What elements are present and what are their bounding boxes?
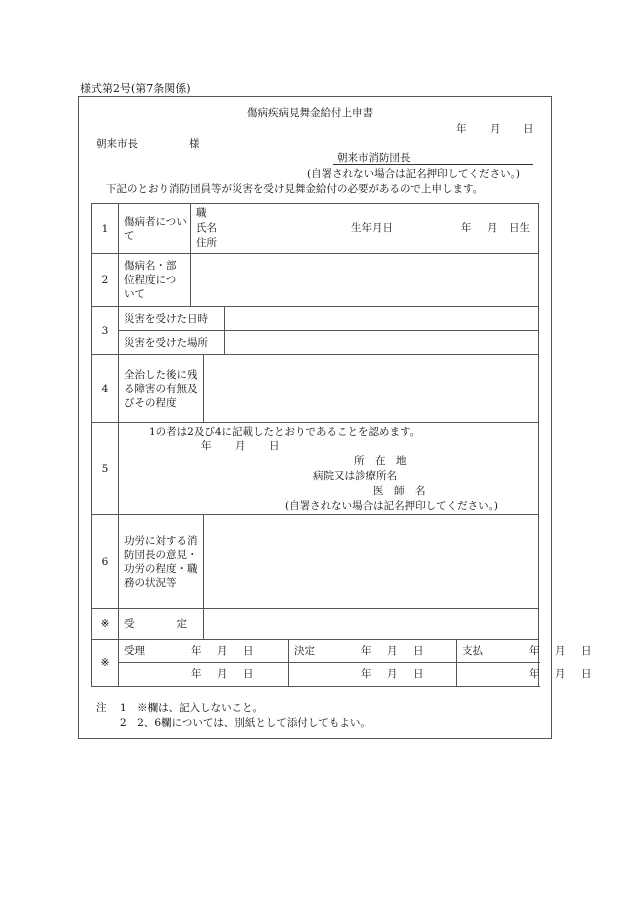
cert-hospital: 病院又は診療所名 (313, 470, 397, 482)
cert-month: 月 (235, 440, 246, 452)
row-office-processing-2 (92, 663, 539, 687)
decide-cell-bottom[interactable] (289, 663, 457, 687)
row-4-content[interactable] (204, 355, 539, 423)
row-3-label-place: 災害を受けた場所 (119, 331, 225, 355)
decide-label: 決定 (294, 645, 315, 657)
row-doctor-cert (92, 423, 539, 515)
decide-day: 日 (413, 645, 424, 657)
decide-year-2: 年 (361, 668, 372, 680)
cert-note: (自署されない場合は記名押印してください。) (285, 500, 498, 512)
row-merit-opinion (92, 515, 539, 609)
row-3-content-place[interactable] (225, 331, 539, 355)
pay-year-2: 年 (529, 668, 540, 680)
pay-cell-top[interactable] (457, 640, 592, 663)
date-year: 年 (456, 123, 467, 135)
note-2: 2 2、6欄については、別紙として添付してもよい。 (120, 717, 371, 729)
row-6-label: 功労に対する消防団長の意見・功労の程度・職務の状況等 (119, 515, 204, 609)
cert-doctor: 医 師 名 (373, 485, 426, 497)
row-3-number: 3 (92, 307, 119, 355)
date-month: 月 (490, 123, 501, 135)
decide-cell-top[interactable] (289, 640, 457, 663)
decide-day-2: 日 (413, 668, 424, 680)
row-1-content[interactable] (191, 204, 539, 254)
row-3-content-datetime[interactable] (225, 307, 539, 331)
row-6-content[interactable] (204, 515, 539, 609)
note-1: 1 ※欄は、記入しないこと。 (120, 702, 264, 714)
receive-cell-bottom[interactable] (119, 663, 289, 687)
row-6-number: 6 (92, 515, 119, 609)
pay-label: 支払 (462, 645, 483, 657)
row-office-processing (92, 640, 539, 663)
receive-label: 受理 (124, 645, 145, 657)
row-1-number: 1 (92, 204, 119, 254)
intro-text: 下記のとおり消防団員等が災害を受け見舞金給付の必要があるので上申します。 (106, 183, 484, 195)
row-injury-detail (92, 254, 539, 307)
receive-cell-top[interactable] (119, 640, 289, 663)
field-birthdate: 生年月日 (351, 222, 393, 234)
pay-day: 日 (581, 645, 592, 657)
applicant-note: (自署されない場合は記名押印してください。) (307, 168, 520, 180)
cert-statement: 1の者は2及び4に記載したとおりであることを認めます。 (149, 426, 421, 438)
row-5-number: 5 (92, 423, 119, 515)
cert-day: 日 (269, 440, 280, 452)
field-address: 住所 (196, 237, 217, 249)
pay-cell-bottom[interactable] (457, 663, 592, 687)
row-4-number: 4 (92, 355, 119, 423)
row-7-number: ※ (92, 609, 119, 640)
pay-month: 月 (555, 645, 566, 657)
notes-prefix: 注 (96, 702, 107, 714)
row-5-content[interactable] (119, 423, 539, 515)
applicant-org: 朝来市消防団長 (337, 152, 411, 164)
receive-year: 年 (191, 645, 202, 657)
form-title: 傷病疾病見舞金給付上申書 (247, 107, 373, 119)
row-incident-datetime (92, 307, 539, 331)
row-2-content[interactable] (191, 254, 539, 307)
pay-year: 年 (529, 645, 540, 657)
field-name: 氏名 (196, 222, 217, 234)
row-office-decision (92, 609, 539, 640)
receive-month-2: 月 (217, 668, 228, 680)
addressee-name: 朝来市長 (96, 138, 138, 150)
birth-month: 月 (487, 222, 498, 234)
row-disability (92, 355, 539, 423)
pay-day-2: 日 (581, 668, 592, 680)
row-incident-place (92, 331, 539, 355)
receive-year-2: 年 (191, 668, 202, 680)
cert-year: 年 (201, 440, 212, 452)
decide-month-2: 月 (387, 668, 398, 680)
row-7-content[interactable] (204, 609, 539, 640)
receive-day: 日 (243, 645, 254, 657)
addressee-honorific: 様 (189, 138, 200, 150)
applicant-underline (333, 164, 533, 165)
form-number: 様式第2号(第7条関係) (80, 82, 191, 95)
receive-day-2: 日 (243, 668, 254, 680)
date-day: 日 (523, 123, 534, 135)
cert-location: 所 在 地 (354, 455, 407, 467)
row-2-label: 傷病名・部位程度について (119, 254, 191, 307)
row-1-label: 傷病者について (119, 204, 191, 254)
birth-year: 年 (461, 222, 472, 234)
row-8-number: ※ (92, 640, 119, 687)
row-injured-person (92, 204, 539, 254)
pay-month-2: 月 (555, 668, 566, 680)
row-7-label: 受 定 (119, 609, 204, 640)
field-occupation: 職 (196, 207, 207, 219)
receive-month: 月 (217, 645, 228, 657)
decide-year: 年 (361, 645, 372, 657)
decide-month: 月 (387, 645, 398, 657)
row-2-number: 2 (92, 254, 119, 307)
birth-day: 日生 (509, 222, 530, 234)
application-table (91, 203, 592, 687)
row-4-label: 全治した後に残る障害の有無及びその程度 (119, 355, 204, 423)
row-3-label-datetime: 災害を受けた日時 (119, 307, 225, 331)
